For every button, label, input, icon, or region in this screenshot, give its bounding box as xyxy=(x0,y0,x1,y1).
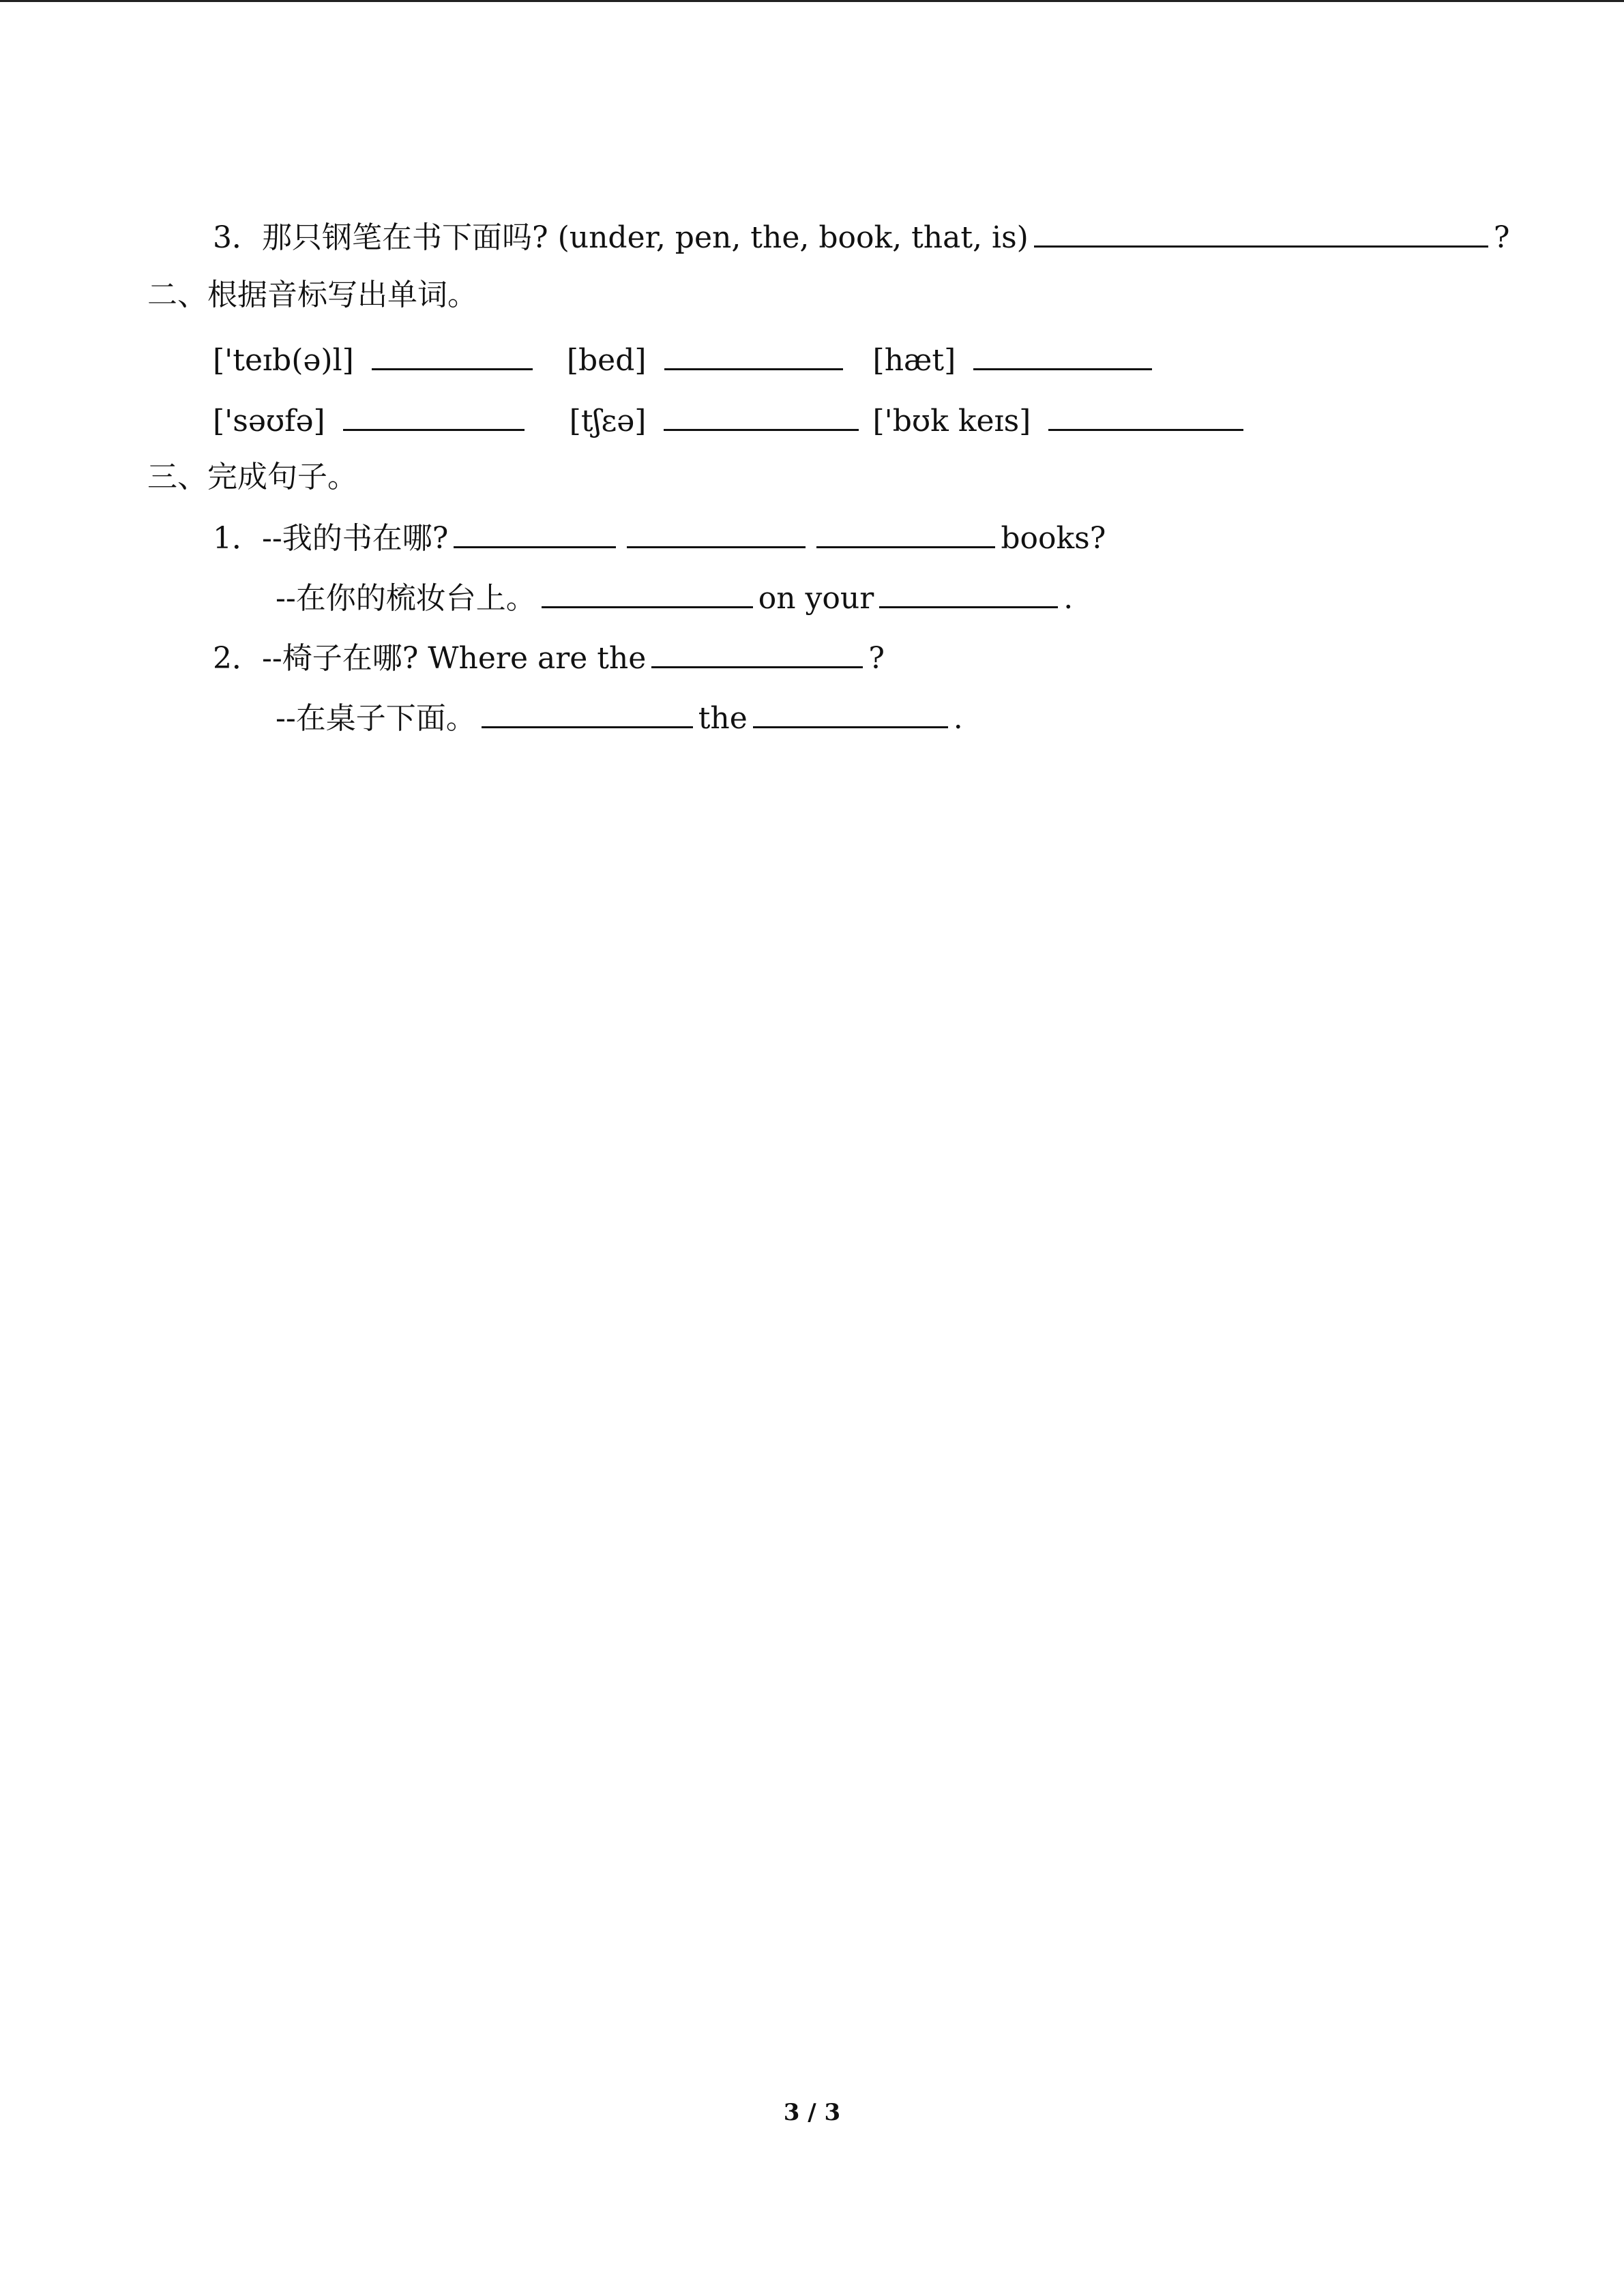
answer-blank[interactable] xyxy=(651,636,863,668)
answer-blank[interactable] xyxy=(1034,215,1488,248)
sentence-text: 1．--我的书在哪? xyxy=(213,521,449,556)
top-border xyxy=(0,0,1624,2)
sentence-text: books? xyxy=(1001,521,1106,556)
section-3-title: 三、完成句子。 xyxy=(147,460,357,494)
sentence-2b xyxy=(276,696,963,739)
answer-blank[interactable] xyxy=(753,696,948,728)
question-mark: ? xyxy=(1493,220,1510,255)
answer-blank[interactable] xyxy=(482,696,693,728)
answer-blank[interactable] xyxy=(664,399,859,431)
answer-blank[interactable] xyxy=(973,338,1152,370)
phonetic-item: [hæt] xyxy=(872,343,956,378)
sentence-1a xyxy=(213,516,1106,559)
sentence-1b xyxy=(276,576,1073,619)
sentence-text: --在你的梳妆台上。 xyxy=(276,581,536,616)
question-3 xyxy=(213,215,1509,258)
answer-blank[interactable] xyxy=(1048,399,1243,431)
answer-blank[interactable] xyxy=(816,516,995,548)
sentence-text: . xyxy=(953,701,963,736)
sentence-text: 2．--椅子在哪? Where are the xyxy=(213,641,647,676)
answer-blank[interactable] xyxy=(454,516,616,548)
phonetic-item: [bed] xyxy=(566,343,647,378)
sentence-2a xyxy=(213,636,885,679)
sentence-text: on your xyxy=(758,581,874,616)
phonetic-item: ['bʊk keɪs] xyxy=(872,404,1031,438)
phonetic-row-1 xyxy=(213,338,1157,381)
answer-blank[interactable] xyxy=(879,576,1058,608)
page-number: 3 / 3 xyxy=(783,2099,841,2126)
phonetic-row-2 xyxy=(213,399,1249,442)
answer-blank[interactable] xyxy=(542,576,753,608)
answer-blank[interactable] xyxy=(664,338,843,370)
phonetic-item: [tʃɛə] xyxy=(569,404,647,438)
phonetic-item: ['teɪb(ə)l] xyxy=(213,343,354,378)
answer-blank[interactable] xyxy=(372,338,533,370)
phonetic-item: ['səʊfə] xyxy=(213,404,325,438)
sentence-text: ? xyxy=(868,641,885,676)
answer-blank[interactable] xyxy=(627,516,806,548)
section-2-title: 二、根据音标写出单词。 xyxy=(147,278,477,312)
answer-blank[interactable] xyxy=(343,399,525,431)
question-3-text: 3．那只钢笔在书下面吗? (under, pen, the, book, that, is) xyxy=(213,220,1029,255)
sentence-text: . xyxy=(1063,581,1074,616)
sentence-text: --在桌子下面。 xyxy=(276,701,476,736)
sentence-text: the xyxy=(698,701,748,736)
